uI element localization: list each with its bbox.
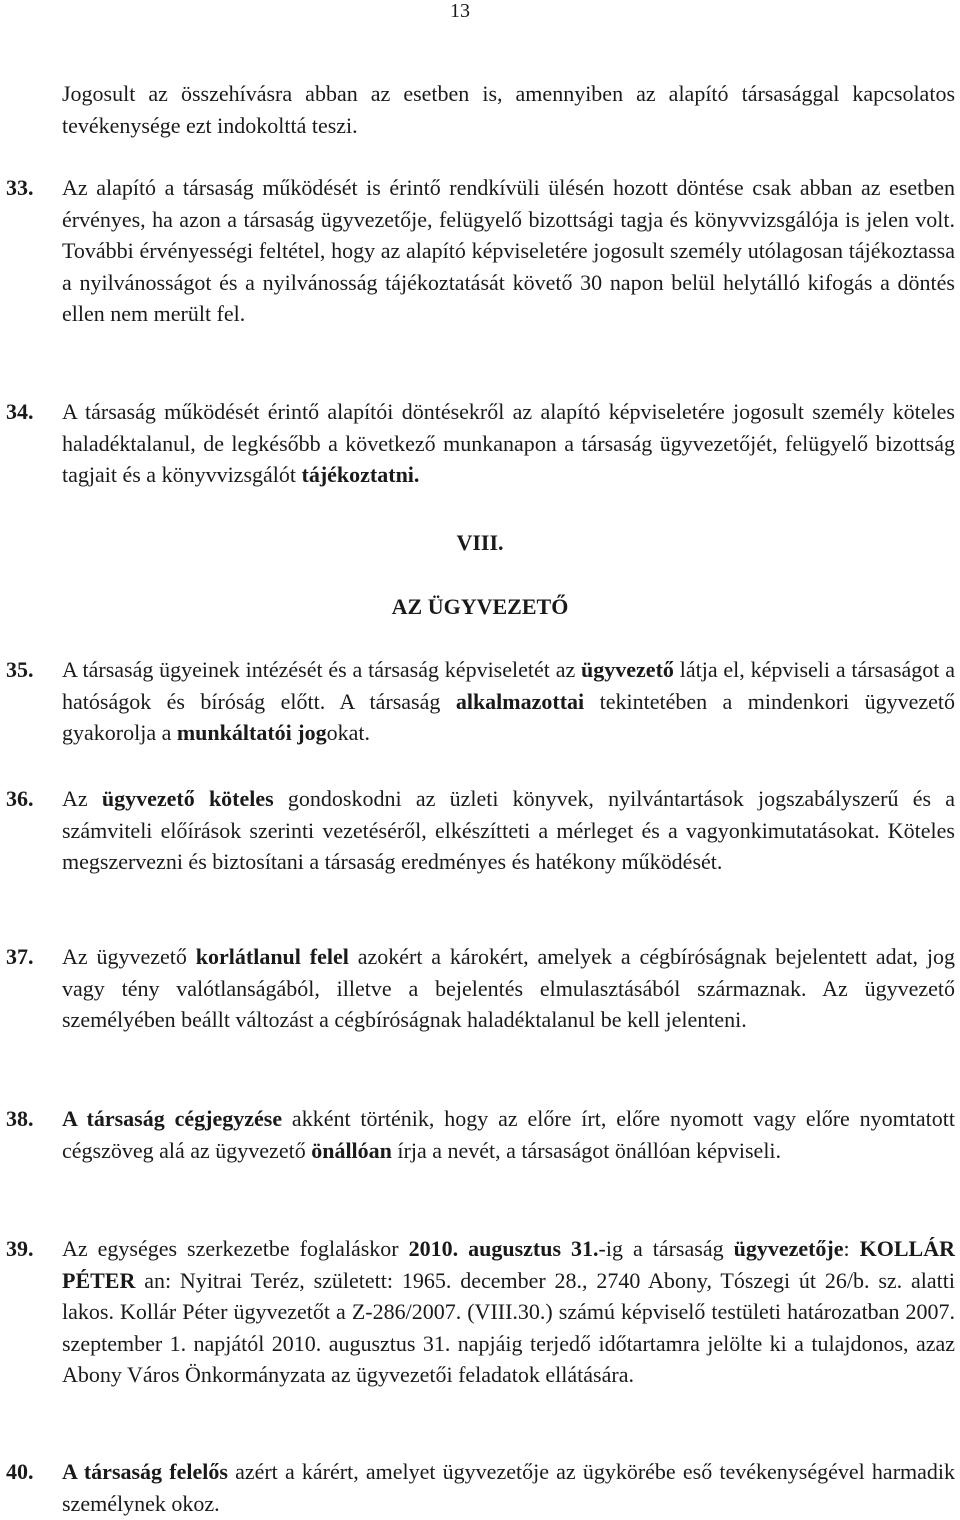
paragraph-text: Az alapító a társaság működését is érintő rendkívüli ülésén hozott döntése csak abban az esetben érvényes, ha azon a társaság ügyvezetője, felügyelő bizottsági tagja és könyvvizsgálója is jelen volt. További érvényességi feltétel, hogy az alapító képviseletére jogosult személy utólagosan tájékoztassa a nyilvánosságot és a nyilvánosság tájékoztatását követő 30 napon belül helytálló kifogás a döntés ellen nem merült fel.	[62, 175, 955, 326]
paragraph-text: Az ügyvezető	[62, 944, 196, 969]
bold-text: ügyvezető köteles	[101, 786, 274, 811]
bold-text: A társaság felelős	[62, 1459, 228, 1484]
paragraph-number: 35.	[6, 657, 34, 682]
paragraph-text: azokért a károkért, amelyek a cégbíróságnak bejelentett adat, jog vagy tény valótlanságából, illetve a bejelentés elmulasztásából származnak. Az ügyvezető személyében beállt változást a cégbíróságnak haladéktalanul be kell jelenteni.	[62, 944, 956, 1032]
paragraph-text: an: Nyitrai Teréz, született: 1965. december 28., 2740 Abony, Tószegi út 26/b. sz. alatti lakos. Kollár Péter ügyvezetőt a Z-286/2007. (VIII.30.) számú képviselő testületi határozatban 2007. szeptember 1. napjától 2010. augusztus 31. napjáig terjedő időtartamra jelölte ki a tulajdonos, azaz Abony Város Önkormányzata az ügyvezetői feladatok ellátására.	[62, 1267, 955, 1387]
paragraph-number: 33.	[6, 175, 34, 200]
bold-text: KOLLÁR PÉTER	[62, 1236, 955, 1293]
paragraph-number: 36.	[6, 786, 34, 811]
paragraph-number: 39.	[6, 1236, 34, 1261]
paragraph-text: akként történik, hogy az előre írt, előre nyomott vagy előre nyomtatott cégszöveg alá az ügyvezető	[62, 1106, 955, 1163]
paragraph-text: :	[843, 1236, 860, 1261]
bold-text: ügyvezető	[581, 657, 674, 682]
paragraph-35	[6, 654, 955, 749]
paragraph-text: tekintetében a mindenkori ügyvezető gyakorolja a	[62, 688, 956, 745]
paragraph-34	[6, 396, 955, 491]
bold-text: munkáltatói jog	[176, 720, 327, 745]
paragraph-text: látja el, képviseli a társaságot a hatóságok és bíróság előtt. A társaság	[62, 657, 955, 714]
section-number: VIII.	[456, 530, 504, 555]
paragraph-33	[6, 172, 955, 330]
paragraph-text: -ig a társaság	[598, 1236, 734, 1261]
paragraph-36	[6, 783, 955, 878]
intro-paragraph: Jogosult az összehívásra abban az esetben is, amennyiben az alapító társasággal kapcsolatos tevékenysége ezt indokolttá teszi.	[62, 81, 955, 138]
paragraph-number: 38.	[6, 1106, 34, 1131]
bold-text: A társaság cégjegyzése	[62, 1106, 283, 1131]
bold-text: tájékoztatni.	[301, 462, 420, 487]
bold-text: 2010. augusztus 31.	[408, 1236, 599, 1261]
paragraph-39	[6, 1233, 955, 1391]
paragraph-text: A társaság működését érintő alapítói döntésekről az alapító képviseletére jogosult személy köteles haladéktalanul, de legkésőbb a következő munkanapon a társaság ügyvezetőjét, felügyelő bizottság tagjait és a könyvvizsgálót	[62, 399, 955, 487]
paragraph-38	[6, 1103, 955, 1166]
paragraph-text: azért a kárért, amelyet ügyvezetője az ügykörébe eső tevékenységével harmadik személynek okoz.	[62, 1459, 956, 1516]
paragraph-text: gondoskodni az üzleti könyvek, nyilvántartások jogszabályszerű és a számviteli előírások szerinti vezetéséről, elkészítteti a mérleget és a vagyonkimutatásokat. Köteles megszervezni és biztosítani a társaság eredményes és hatékony működését.	[62, 786, 955, 874]
paragraph-number: 40.	[6, 1459, 34, 1484]
paragraph-40	[6, 1456, 955, 1519]
paragraph-37	[6, 941, 955, 1036]
paragraph-text: Az egységes szerkezetbe foglaláskor	[62, 1236, 409, 1261]
paragraph-text: Az	[62, 786, 102, 811]
paragraph-text: írja a nevét, a társaságot önállóan képviseli.	[391, 1137, 782, 1163]
paragraph-number: 34.	[6, 399, 34, 424]
bold-text: ügyvezetője	[733, 1236, 844, 1261]
page-number: 13	[450, 0, 470, 22]
bold-text: korlátlanul felel	[195, 944, 349, 969]
paragraph-text: okat.	[326, 720, 370, 745]
paragraph-number: 37.	[6, 944, 34, 969]
bold-text: alkalmazottai	[455, 688, 585, 714]
section-title: AZ ÜGYVEZETŐ	[391, 594, 569, 619]
paragraph-text: A társaság ügyeinek intézését és a társaság képviseletét az	[62, 657, 582, 682]
bold-text: önállóan	[311, 1137, 392, 1163]
